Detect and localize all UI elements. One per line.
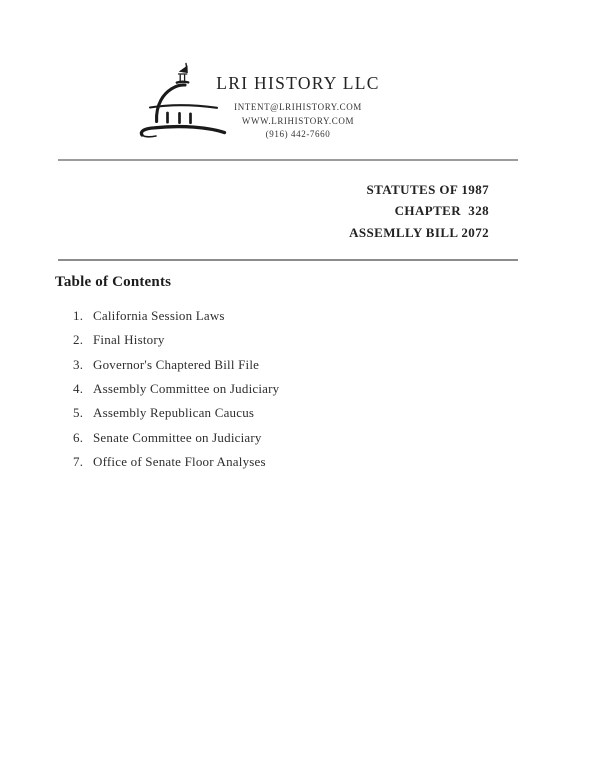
- contact-website: WWW.LRIHISTORY.COM: [241, 115, 355, 126]
- statute-block: [349, 179, 489, 243]
- toc-item-number: 5.: [73, 405, 84, 421]
- company-name: LRI HISTORY LLC: [216, 73, 380, 93]
- contact-email: INTENT@LRIHISTORY.COM: [234, 102, 362, 112]
- chapter-line: CHAPTER 328: [394, 203, 489, 219]
- toc-item: [73, 450, 279, 474]
- toc-item: [73, 401, 279, 425]
- toc-item-number: 6.: [73, 429, 84, 445]
- toc-item-label: California Session Laws: [93, 308, 225, 324]
- toc-item-label: Office of Senate Floor Analyses: [93, 453, 266, 469]
- toc-item: [73, 377, 279, 401]
- toc-item-number: 7.: [73, 453, 84, 469]
- toc-item: [73, 353, 279, 377]
- toc-item-number: 1.: [73, 308, 84, 324]
- toc-item: [73, 425, 279, 449]
- toc-item-label: Assembly Republican Caucus: [93, 405, 255, 421]
- toc-item-number: 4.: [73, 381, 84, 397]
- toc-item-number: 2.: [73, 332, 84, 348]
- toc-list: [73, 304, 279, 474]
- horizontal-rule-bottom: [58, 259, 518, 261]
- horizontal-rule-top: [58, 159, 518, 161]
- contact-phone: (916) 442-7660: [265, 129, 331, 139]
- toc-item-label: Governor's Chaptered Bill File: [93, 356, 260, 372]
- toc-item-label: Assembly Committee on Judiciary: [93, 381, 280, 397]
- toc-item: [73, 304, 279, 328]
- toc-item-label: Final History: [93, 332, 165, 348]
- statutes-year-line: STATUTES OF 1987: [366, 182, 489, 197]
- toc-item-number: 3.: [73, 356, 84, 372]
- toc-heading: Table of Contents: [55, 274, 172, 290]
- toc-item: [73, 328, 279, 352]
- letterhead: [178, 73, 418, 142]
- assembly-bill-line: ASSEMLLY BILL 2072: [349, 224, 489, 240]
- toc-item-label: Senate Committee on Judiciary: [93, 429, 262, 445]
